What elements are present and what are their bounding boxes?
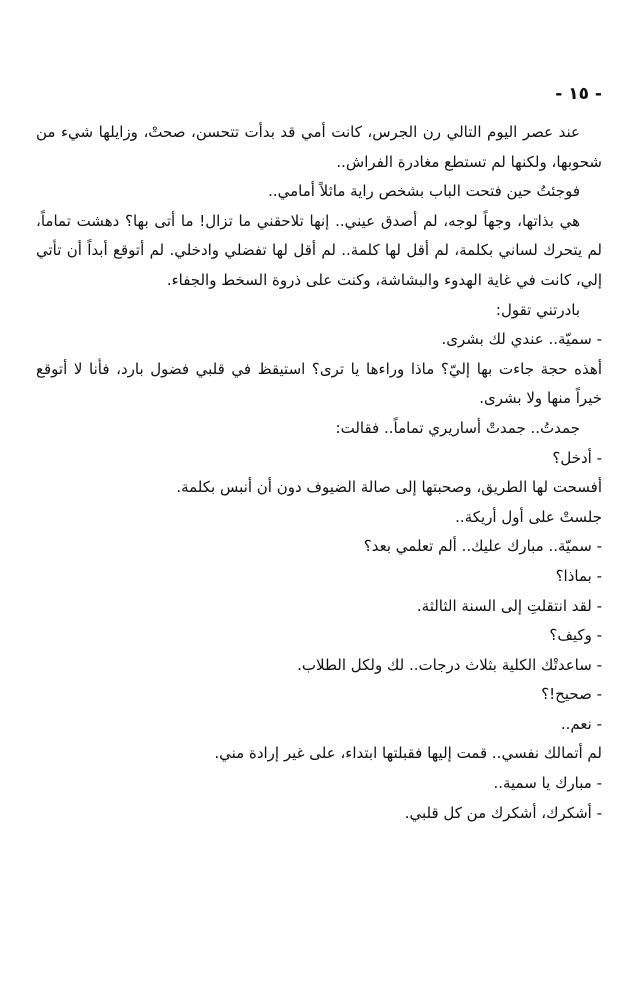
paragraph: - صحيح!؟	[541, 685, 602, 704]
paragraph: عند عصر اليوم التالي رن الجرس، كانت أمي قد بدأت تتحسن، صحتْ، وزايلها شيء من شحوبها، ولكنها لم تستطع مغادرة الفراش..	[36, 123, 602, 171]
paragraph: بادرتني تقول:	[495, 300, 580, 319]
paragraph: - سميّة.. عندي لك بشرى.	[441, 330, 602, 349]
paragraph: - وكيف؟	[549, 626, 602, 645]
paragraph: - سميّة.. مبارك عليك.. ألم تعلمي بعد؟	[363, 537, 602, 556]
paragraph: أهذه حجة جاءت بها إليّ؟ ماذا وراءها يا ترى؟ استيقظ في قلبي فضول بارد، فأنا لا أتوقع خيراً منها ولا بشرى.	[36, 359, 602, 408]
paragraph: - نعم..	[560, 714, 602, 733]
paragraph: - أشكرك، أشكرك من كل قلبي.	[404, 803, 602, 822]
paragraph: - أدخل؟	[552, 448, 602, 467]
paragraph: لم أتمالك نفسي.. قمت إليها فقبلتها ابتداء، على غير إرادة مني.	[214, 744, 602, 763]
paragraph: - لقد انتقلتِ إلى السنة الثالثة.	[416, 596, 602, 615]
paragraph: أفسحت لها الطريق، وصحبتها إلى صالة الضيوف دون أن أنبس بكلمة.	[176, 478, 602, 497]
paragraph: جمدتُ.. جمدتْ أساريري تماماً.. فقالت:	[335, 418, 580, 437]
paragraph: - مبارك يا سمية..	[493, 774, 602, 793]
paragraph: فوجئتُ حين فتحت الباب بشخص راية ماثلاً أمامي..	[268, 182, 580, 201]
paragraph: - بماذا؟	[555, 566, 602, 585]
page-text-body	[36, 118, 602, 828]
paragraph: جلستْ على أول أريكة..	[455, 507, 602, 526]
page-number: - ١٥ -	[555, 84, 602, 104]
paragraph: - ساعدتْك الكلية بثلاث درجات.. لك ولكل الطلاب.	[297, 655, 602, 674]
paragraph: هي بذاتها، وجهاً لوجه، لم أصدق عيني.. إنها تلاحقني ما تزال! ما أتى بها؟ دهشت تماماً، لم يتحرك لساني بكلمة، لم أقل لها كلمة.. لم أقل لها تفضلي وادخلي. لم أتوقع أبداً أن تأتي إلي، كانت في غاية الهدوء والبشاشة، وكنت على ذروة السخط والجفاء.	[36, 211, 602, 289]
